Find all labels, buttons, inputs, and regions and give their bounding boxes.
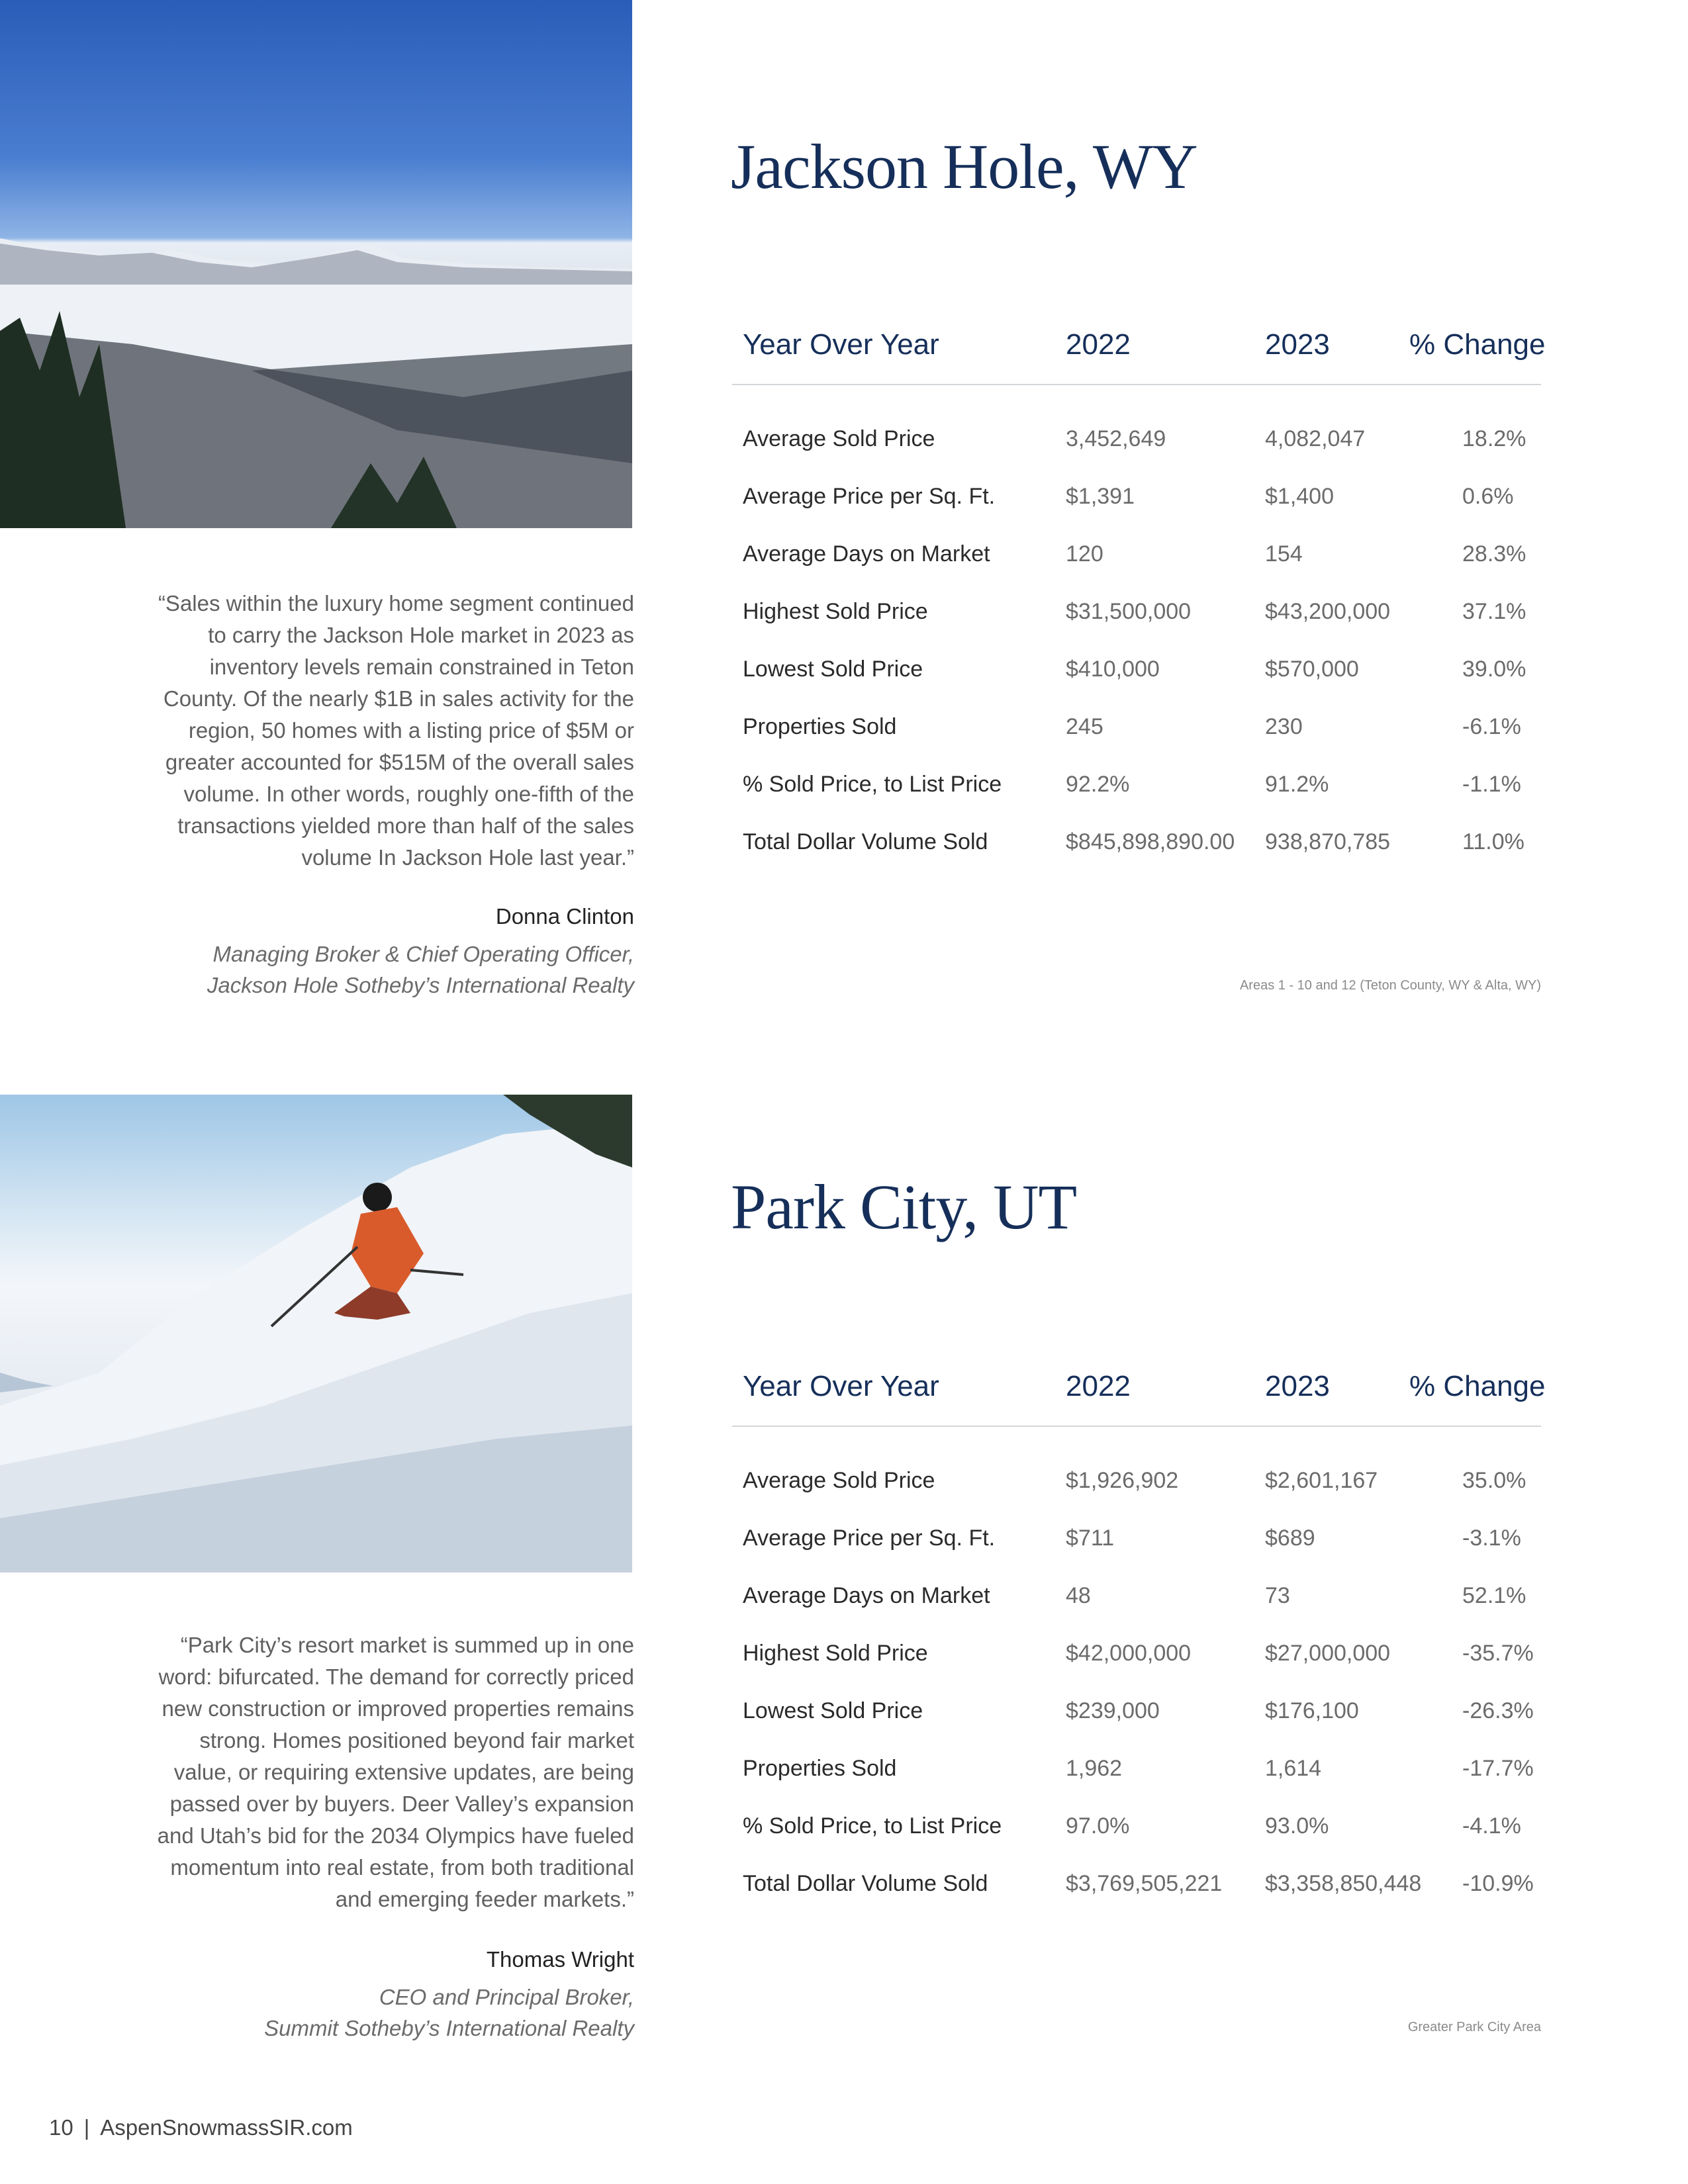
value-2022: 120 bbox=[1066, 541, 1103, 567]
value-change: 52.1% bbox=[1462, 1583, 1526, 1608]
section-title: Jackson Hole, WY bbox=[731, 131, 1197, 202]
value-2023: 938,870,785 bbox=[1265, 829, 1391, 854]
value-change: -6.1% bbox=[1462, 714, 1521, 739]
table-row bbox=[732, 1813, 1541, 1871]
table-row bbox=[732, 1525, 1541, 1583]
table-row bbox=[732, 484, 1541, 541]
value-change: 0.6% bbox=[1462, 484, 1514, 509]
row-label: % Sold Price, to List Price bbox=[743, 772, 1002, 797]
testimonial-quote: “Park City’s resort market is summed up in one word: bifurcated. The demand for correctly priced new construction or improved properties remains strong. Homes positioned beyond fair market value, or requiring extensive updates, are being passed over by buyers. Deer Valley’s expansion and Utah’s bid for the 2034 Olympics have fueled momentum into real estate, from both traditional and emerging feeder markets.” bbox=[157, 1633, 634, 1911]
table-row bbox=[732, 1698, 1541, 1756]
value-2023: $2,601,167 bbox=[1265, 1468, 1378, 1493]
row-label: Average Price per Sq. Ft. bbox=[743, 484, 996, 509]
value-2022: $1,926,902 bbox=[1066, 1468, 1179, 1493]
table-header bbox=[732, 311, 1546, 385]
table-row bbox=[732, 426, 1541, 484]
table-row bbox=[732, 1468, 1541, 1525]
stats-table bbox=[732, 311, 1546, 887]
row-label: % Sold Price, to List Price bbox=[743, 1813, 1002, 1839]
page-number: 10 bbox=[49, 2115, 73, 2140]
value-2023: 230 bbox=[1265, 714, 1303, 739]
value-2023: 1,614 bbox=[1265, 1756, 1322, 1781]
table-row bbox=[732, 541, 1541, 599]
table-row bbox=[732, 1641, 1541, 1698]
value-2023: $27,000,000 bbox=[1265, 1641, 1391, 1666]
row-label: Lowest Sold Price bbox=[743, 1698, 923, 1723]
value-2023: $176,100 bbox=[1265, 1698, 1359, 1723]
row-label: Properties Sold bbox=[743, 714, 897, 739]
value-2023: $689 bbox=[1265, 1525, 1315, 1551]
author-role-line: CEO and Principal Broker, bbox=[379, 1985, 634, 2009]
table-row bbox=[732, 1583, 1541, 1641]
value-change: -35.7% bbox=[1462, 1641, 1534, 1666]
value-2022: 97.0% bbox=[1066, 1813, 1130, 1839]
header-change: % Change bbox=[1409, 1370, 1546, 1402]
stats-table bbox=[732, 1353, 1546, 1929]
value-2023: 4,082,047 bbox=[1265, 426, 1366, 451]
value-change: -4.1% bbox=[1462, 1813, 1521, 1839]
author-company-line: Summit Sotheby’s International Realty bbox=[264, 2016, 634, 2040]
row-label: Highest Sold Price bbox=[743, 599, 928, 624]
value-change: 37.1% bbox=[1462, 599, 1526, 624]
value-2023: $570,000 bbox=[1265, 657, 1359, 682]
header-2023: 2023 bbox=[1265, 328, 1330, 361]
row-label: Average Sold Price bbox=[743, 1468, 935, 1493]
value-change: -10.9% bbox=[1462, 1871, 1534, 1896]
value-2023: 91.2% bbox=[1265, 772, 1329, 797]
value-change: 28.3% bbox=[1462, 541, 1526, 567]
table-header bbox=[732, 1353, 1546, 1427]
row-label: Average Days on Market bbox=[743, 1583, 990, 1608]
header-change: % Change bbox=[1409, 328, 1546, 361]
value-change: 11.0% bbox=[1462, 829, 1524, 854]
table-row bbox=[732, 599, 1541, 657]
footer-separator: | bbox=[83, 2115, 90, 2140]
value-change: -1.1% bbox=[1462, 772, 1521, 797]
website-link[interactable]: AspenSnowmassSIR.com bbox=[100, 2115, 353, 2140]
value-2023: 154 bbox=[1265, 541, 1303, 567]
value-2023: $3,358,850,448 bbox=[1265, 1871, 1422, 1896]
value-2022: 92.2% bbox=[1066, 772, 1130, 797]
author-role bbox=[132, 938, 634, 1001]
value-2022: $239,000 bbox=[1066, 1698, 1160, 1723]
header-2022: 2022 bbox=[1066, 328, 1131, 361]
table-row bbox=[732, 772, 1541, 829]
value-change: -3.1% bbox=[1462, 1525, 1521, 1551]
testimonial-quote: “Sales within the luxury home segment continued to carry the Jackson Hole market in 2023 as inventory levels remain constrained in Teton County. Of the nearly $1B in sales activity for the region, 50 homes with a listing price of $5M or greater accounted for $515M of the overall sales volume. In other words, roughly one-fifth of the transactions yielded more than half of the sales volume In Jackson Hole last year.” bbox=[158, 591, 634, 870]
source-note: Greater Park City Area bbox=[1407, 2020, 1541, 2034]
value-2023: 93.0% bbox=[1265, 1813, 1329, 1839]
value-change: 39.0% bbox=[1462, 657, 1526, 682]
table-row bbox=[732, 1756, 1541, 1813]
table-row bbox=[732, 657, 1541, 714]
jackson-hole-photo bbox=[0, 0, 632, 528]
header-2023: 2023 bbox=[1265, 1370, 1330, 1402]
value-2022: $845,898,890.00 bbox=[1066, 829, 1235, 854]
author-company-line: Jackson Hole Sotheby’s International Realty bbox=[207, 973, 634, 997]
value-2022: 245 bbox=[1066, 714, 1103, 739]
value-2022: $1,391 bbox=[1066, 484, 1135, 509]
value-2023: $1,400 bbox=[1265, 484, 1334, 509]
header-label: Year Over Year bbox=[743, 1370, 939, 1402]
author-role-line: Managing Broker & Chief Operating Officer, bbox=[212, 942, 634, 966]
row-label: Total Dollar Volume Sold bbox=[743, 1871, 988, 1896]
value-2023: $43,200,000 bbox=[1265, 599, 1391, 624]
row-label: Average Days on Market bbox=[743, 541, 990, 567]
value-2022: $31,500,000 bbox=[1066, 599, 1192, 624]
value-2022: $42,000,000 bbox=[1066, 1641, 1192, 1666]
value-2022: $410,000 bbox=[1066, 657, 1160, 682]
author-role bbox=[132, 1981, 634, 2044]
page-footer bbox=[49, 2115, 353, 2140]
table-row bbox=[732, 1871, 1541, 1929]
value-2022: 3,452,649 bbox=[1066, 426, 1166, 451]
park-city-photo bbox=[0, 1095, 632, 1572]
section-title: Park City, UT bbox=[731, 1171, 1077, 1242]
value-change: 18.2% bbox=[1462, 426, 1526, 451]
quote-author: Thomas Wright bbox=[486, 1947, 634, 1972]
quote-author: Donna Clinton bbox=[495, 904, 634, 929]
value-change: -26.3% bbox=[1462, 1698, 1534, 1723]
value-change: 35.0% bbox=[1462, 1468, 1526, 1493]
source-note: Areas 1 - 10 and 12 (Teton County, WY & Alta, WY) bbox=[1239, 978, 1541, 993]
row-label: Highest Sold Price bbox=[743, 1641, 928, 1666]
value-2023: 73 bbox=[1265, 1583, 1290, 1608]
value-2022: 48 bbox=[1066, 1583, 1091, 1608]
header-2022: 2022 bbox=[1066, 1370, 1131, 1402]
row-label: Average Sold Price bbox=[743, 426, 935, 451]
row-label: Total Dollar Volume Sold bbox=[743, 829, 988, 854]
value-change: -17.7% bbox=[1462, 1756, 1534, 1781]
value-2022: $3,769,505,221 bbox=[1066, 1871, 1223, 1896]
row-label: Average Price per Sq. Ft. bbox=[743, 1525, 996, 1551]
row-label: Properties Sold bbox=[743, 1756, 897, 1781]
value-2022: 1,962 bbox=[1066, 1756, 1123, 1781]
table-row bbox=[732, 829, 1541, 887]
table-row bbox=[732, 714, 1541, 772]
value-2022: $711 bbox=[1066, 1525, 1115, 1551]
header-label: Year Over Year bbox=[743, 328, 939, 361]
row-label: Lowest Sold Price bbox=[743, 657, 923, 682]
